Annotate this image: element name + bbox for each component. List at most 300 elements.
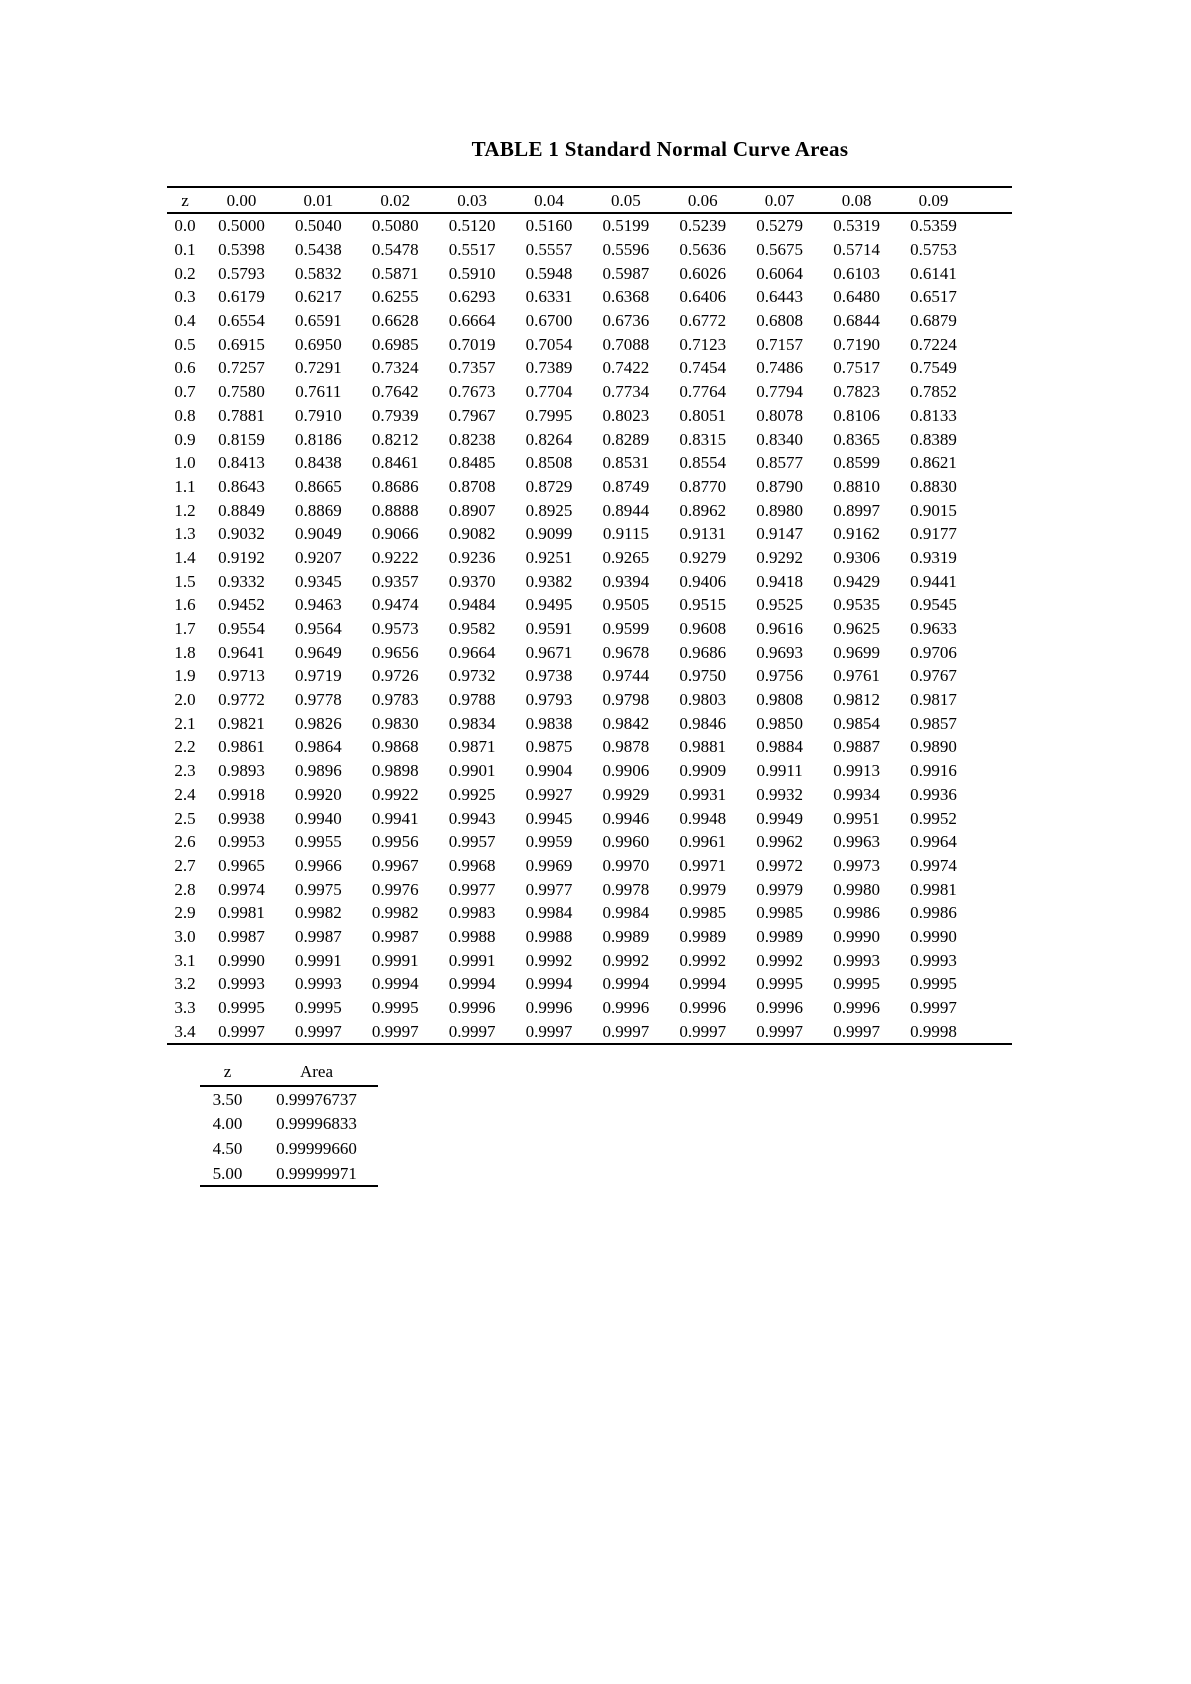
z-value-cell: 1.4 <box>174 547 196 567</box>
area-value-cell: 0.5080 <box>371 216 419 236</box>
area-value-cell: 0.9982 <box>294 903 342 923</box>
area-value-cell: 0.5517 <box>448 240 496 260</box>
area-value-cell: 0.9893 <box>218 761 265 781</box>
area-value-cell: 0.9949 <box>756 808 804 828</box>
area-value-cell: 0.9222 <box>371 547 419 567</box>
area-value-cell: 0.9980 <box>833 879 880 899</box>
area-value-cell: 0.9997 <box>818 1019 895 1044</box>
area-value-cell: 0.9957 <box>448 832 496 852</box>
area-value-cell: 0.9686 <box>679 642 727 662</box>
area-value-cell: 0.9357 <box>371 571 419 591</box>
area-value-cell: 0.9996 <box>525 998 573 1018</box>
z-value-cell: 2.5 <box>174 808 196 828</box>
table-row <box>167 261 1012 285</box>
area-value-cell: 0.9834 <box>448 713 496 733</box>
z-value-cell: 0.4 <box>174 311 196 331</box>
area-value-cell: 0.7549 <box>910 358 957 378</box>
area-value-cell: 0.9452 <box>218 595 265 615</box>
area-value-cell: 0.8925 <box>525 500 573 520</box>
area-value-cell: 0.8643 <box>218 476 265 496</box>
area-value-cell: 0.8078 <box>756 405 804 425</box>
area-value-cell: 0.9649 <box>294 642 342 662</box>
spacer-cell <box>972 332 1012 356</box>
area-value-cell: 0.9985 <box>756 903 804 923</box>
z-value-cell: 1.7 <box>174 619 196 639</box>
area-value-cell: 0.9525 <box>756 595 804 615</box>
area-value-cell: 0.5120 <box>448 216 496 236</box>
area-value-cell: 0.7422 <box>602 358 650 378</box>
area-value-cell: 0.9545 <box>910 595 957 615</box>
area-value-cell: 0.9564 <box>294 619 342 639</box>
z-value-cell: 3.0 <box>174 926 196 946</box>
spacer-cell <box>972 475 1012 499</box>
area-value-cell: 0.9177 <box>910 524 957 544</box>
spacer-cell <box>972 404 1012 428</box>
area-value-cell: 0.9671 <box>525 642 573 662</box>
area-value-cell: 0.9319 <box>910 547 957 567</box>
area-value-cell: 0.6591 <box>294 311 342 331</box>
area-value-cell: 0.9767 <box>910 666 957 686</box>
spacer-cell <box>972 617 1012 641</box>
area-value-cell: 0.7357 <box>448 358 496 378</box>
supplement-area-table <box>200 1058 378 1187</box>
table-row <box>200 1136 378 1161</box>
table-row <box>167 711 1012 735</box>
area-value-cell: 0.8212 <box>371 429 419 449</box>
area-value-cell: 0.8133 <box>910 405 957 425</box>
area-value-cell: 0.8997 <box>833 500 880 520</box>
area-value-cell: 0.8944 <box>602 500 650 520</box>
area-value-cell: 0.9573 <box>371 619 419 639</box>
area-value-cell: 0.9699 <box>833 642 880 662</box>
area-value-cell: 0.9991 <box>371 950 419 970</box>
area-value-cell: 0.9706 <box>910 642 957 662</box>
area-value-cell: 0.9988 <box>525 926 573 946</box>
area-value-cell: 0.9713 <box>218 666 265 686</box>
area-value-cell: 0.9992 <box>756 950 804 970</box>
area-value-cell: 0.8106 <box>833 405 880 425</box>
area-value-cell: 0.6480 <box>833 287 880 307</box>
area-value-cell: 0.9995 <box>756 974 804 994</box>
area-value-cell: 0.9719 <box>294 666 342 686</box>
z-value-cell: 0.7 <box>174 382 196 402</box>
area-value-cell: 0.9582 <box>448 619 496 639</box>
area-value-cell: 0.9994 <box>448 974 496 994</box>
area-value-cell: 0.7517 <box>833 358 880 378</box>
area-value-cell: 0.6064 <box>756 263 804 283</box>
area-value-cell: 0.9147 <box>756 524 804 544</box>
area-value-cell: 0.9986 <box>910 903 957 923</box>
area-value-cell: 0.7190 <box>833 334 880 354</box>
z-value-cell: 3.2 <box>174 974 196 994</box>
area-value-cell: 0.9972 <box>756 855 804 875</box>
area-value-cell: 0.8264 <box>525 429 573 449</box>
table-row <box>167 356 1012 380</box>
area-value-cell: 0.8389 <box>910 429 957 449</box>
z-value-cell: 1.6 <box>174 595 196 615</box>
area-value-cell: 0.8849 <box>218 500 265 520</box>
table-row <box>167 877 1012 901</box>
column-header: 0.06 <box>664 187 741 213</box>
area-value-cell: 0.9750 <box>679 666 727 686</box>
area-value-cell: 0.9850 <box>756 713 804 733</box>
area-value-cell: 0.9966 <box>294 855 342 875</box>
area-value-cell: 0.5557 <box>525 240 573 260</box>
standard-normal-table-header <box>167 187 1012 213</box>
area-value-cell: 0.9535 <box>833 595 880 615</box>
area-value-cell: 0.9955 <box>294 832 342 852</box>
area-value-cell: 0.9987 <box>371 926 419 946</box>
area-value-cell: 0.8599 <box>833 453 880 473</box>
z-value-cell: 2.3 <box>174 761 196 781</box>
area-value-cell: 0.9946 <box>602 808 650 828</box>
area-value-cell: 0.9986 <box>833 903 880 923</box>
z-value-cell: 1.5 <box>174 571 196 591</box>
area-value-cell: 0.6844 <box>833 311 880 331</box>
column-header: 0.04 <box>511 187 588 213</box>
area-value-cell: 0.5199 <box>602 216 650 236</box>
area-value-cell: 0.9656 <box>371 642 419 662</box>
area-value-cell: 0.7611 <box>295 382 342 402</box>
area-value-cell: 0.5279 <box>756 216 804 236</box>
header-row <box>167 187 1012 213</box>
area-value-cell: 0.8340 <box>756 429 804 449</box>
area-value-cell: 0.9474 <box>371 595 419 615</box>
area-value-cell: 0.9987 <box>218 926 265 946</box>
area-value-cell: 0.9993 <box>910 950 957 970</box>
area-value-cell: 0.9761 <box>833 666 880 686</box>
table-row <box>167 498 1012 522</box>
spacer-cell <box>972 783 1012 807</box>
area-value-cell: 0.9948 <box>679 808 727 828</box>
area-value-cell: 0.9975 <box>294 879 342 899</box>
table-row <box>167 925 1012 949</box>
z-value-cell: 0.2 <box>174 263 196 283</box>
spacer-cell <box>972 213 1012 238</box>
area-value-cell: 0.9977 <box>448 879 496 899</box>
z-value-cell: 1.9 <box>174 666 196 686</box>
area-value-cell: 0.9292 <box>756 547 804 567</box>
area-value-cell: 0.9861 <box>218 737 265 757</box>
area-value-cell: 0.6736 <box>602 311 650 331</box>
area-value-cell: 0.9778 <box>294 690 342 710</box>
area-value-cell: 0.9726 <box>371 666 419 686</box>
area-value-cell: 0.9236 <box>448 547 496 567</box>
area-value-cell: 0.9983 <box>448 903 496 923</box>
column-header: z <box>200 1058 255 1086</box>
table-row <box>167 380 1012 404</box>
area-value-cell: 0.9990 <box>910 926 957 946</box>
area-value-cell: 0.6443 <box>756 287 804 307</box>
area-value-cell: 0.9973 <box>833 855 880 875</box>
area-value-cell: 0.5948 <box>525 263 573 283</box>
table-row <box>167 285 1012 309</box>
area-value-cell: 0.9927 <box>525 784 573 804</box>
area-value-cell: 0.9798 <box>602 690 650 710</box>
area-value-cell: 0.5714 <box>833 240 880 260</box>
area-value-cell: 0.9082 <box>448 524 496 544</box>
table-row <box>167 404 1012 428</box>
area-value-cell: 0.99976737 <box>276 1089 357 1109</box>
area-value-cell: 0.9099 <box>525 524 573 544</box>
column-header: 0.02 <box>357 187 434 213</box>
area-value-cell: 0.9981 <box>218 903 265 923</box>
area-value-cell: 0.7454 <box>679 358 727 378</box>
area-value-cell: 0.8790 <box>756 476 804 496</box>
area-value-cell: 0.7704 <box>525 382 573 402</box>
area-value-cell: 0.8888 <box>371 500 419 520</box>
spacer-cell <box>972 546 1012 570</box>
area-value-cell: 0.5040 <box>294 216 342 236</box>
area-value-cell: 0.9808 <box>756 690 804 710</box>
area-value-cell: 0.8554 <box>679 453 727 473</box>
area-value-cell: 0.9554 <box>218 619 265 639</box>
area-value-cell: 0.9875 <box>525 737 573 757</box>
area-value-cell: 0.7881 <box>218 405 265 425</box>
table-row <box>167 332 1012 356</box>
column-header: 0.03 <box>434 187 511 213</box>
area-value-cell: 0.9854 <box>833 713 880 733</box>
area-value-cell: 0.9993 <box>833 950 880 970</box>
area-value-cell: 0.9484 <box>448 595 496 615</box>
area-value-cell: 0.9878 <box>602 737 650 757</box>
area-value-cell: 0.8830 <box>910 476 957 496</box>
area-value-cell: 0.9744 <box>602 666 650 686</box>
area-value-cell: 0.7642 <box>371 382 419 402</box>
spacer-cell <box>972 948 1012 972</box>
area-value-cell: 0.9997 <box>511 1019 588 1044</box>
area-value-cell: 0.5239 <box>679 216 727 236</box>
area-value-cell: 0.7764 <box>679 382 727 402</box>
area-value-cell: 0.9997 <box>741 1019 818 1044</box>
area-value-cell: 0.5478 <box>371 240 419 260</box>
area-value-cell: 0.5160 <box>525 216 573 236</box>
area-value-cell: 0.9982 <box>371 903 419 923</box>
table-row <box>167 213 1012 238</box>
area-value-cell: 0.9909 <box>679 761 727 781</box>
area-value-cell: 0.7939 <box>371 405 419 425</box>
area-value-cell: 0.6026 <box>679 263 727 283</box>
z-value-cell: 3.3 <box>174 998 196 1018</box>
spacer-cell <box>972 688 1012 712</box>
area-value-cell: 0.9994 <box>602 974 650 994</box>
area-value-cell: 0.8315 <box>679 429 727 449</box>
area-value-cell: 0.9981 <box>910 879 957 899</box>
area-value-cell: 0.9996 <box>448 998 496 1018</box>
area-value-cell: 0.8770 <box>679 476 727 496</box>
table-row <box>167 901 1012 925</box>
area-value-cell: 0.6103 <box>833 263 880 283</box>
area-value-cell: 0.9961 <box>679 832 727 852</box>
area-value-cell: 0.9992 <box>602 950 650 970</box>
area-value-cell: 0.7257 <box>218 358 265 378</box>
area-value-cell: 0.7673 <box>448 382 496 402</box>
area-value-cell: 0.8665 <box>294 476 342 496</box>
area-value-cell: 0.9998 <box>895 1019 972 1044</box>
area-value-cell: 0.9633 <box>910 619 957 639</box>
area-value-cell: 0.9978 <box>602 879 650 899</box>
area-value-cell: 0.9066 <box>371 524 419 544</box>
area-value-cell: 0.9678 <box>602 642 650 662</box>
standard-normal-table-body <box>167 213 1012 1044</box>
z-value-cell: 2.1 <box>174 713 196 733</box>
table-row <box>167 830 1012 854</box>
area-value-cell: 0.9664 <box>448 642 496 662</box>
z-value-cell: 0.9 <box>174 429 196 449</box>
area-value-cell: 0.9996 <box>679 998 727 1018</box>
z-value-cell: 2.4 <box>174 784 196 804</box>
area-value-cell: 0.8577 <box>756 453 804 473</box>
area-value-cell: 0.8907 <box>448 500 496 520</box>
header-row <box>200 1058 378 1086</box>
area-value-cell: 0.9979 <box>679 879 727 899</box>
spacer-cell <box>972 735 1012 759</box>
area-value-cell: 0.9994 <box>371 974 419 994</box>
area-value-cell: 0.6772 <box>679 311 727 331</box>
z-value-cell: 1.1 <box>174 476 196 496</box>
table-row <box>167 783 1012 807</box>
area-value-cell: 0.9995 <box>294 998 342 1018</box>
spacer-cell <box>972 427 1012 451</box>
area-value-cell: 0.9625 <box>833 619 880 639</box>
area-value-cell: 0.9429 <box>833 571 880 591</box>
area-value-cell: 0.6255 <box>371 287 419 307</box>
spacer-cell <box>972 187 1012 213</box>
table-row <box>167 972 1012 996</box>
area-value-cell: 0.9951 <box>833 808 880 828</box>
spacer-cell <box>972 309 1012 333</box>
table-row <box>167 309 1012 333</box>
table-row <box>167 427 1012 451</box>
area-value-cell: 0.7291 <box>294 358 342 378</box>
area-value-cell: 0.9192 <box>218 547 265 567</box>
z-value-cell: 4.00 <box>212 1114 243 1134</box>
area-value-cell: 0.9996 <box>756 998 804 1018</box>
area-value-cell: 0.9963 <box>833 832 880 852</box>
area-value-cell: 0.9991 <box>294 950 342 970</box>
area-value-cell: 0.5910 <box>448 263 496 283</box>
z-value-cell: 5.00 <box>200 1161 255 1187</box>
table-row <box>167 1019 1012 1044</box>
spacer-cell <box>972 759 1012 783</box>
area-value-cell: 0.9115 <box>602 524 649 544</box>
z-value-cell: 2.8 <box>174 879 196 899</box>
area-value-cell: 0.99999971 <box>255 1161 378 1187</box>
spacer-cell <box>972 451 1012 475</box>
area-value-cell: 0.7224 <box>910 334 957 354</box>
area-value-cell: 0.9997 <box>280 1019 357 1044</box>
area-value-cell: 0.8438 <box>294 453 342 473</box>
area-value-cell: 0.9906 <box>602 761 650 781</box>
table-row <box>200 1161 378 1187</box>
area-value-cell: 0.7823 <box>833 382 880 402</box>
area-value-cell: 0.9988 <box>448 926 496 946</box>
column-header: 0.08 <box>818 187 895 213</box>
area-value-cell: 0.9332 <box>218 571 265 591</box>
area-value-cell: 0.6406 <box>679 287 727 307</box>
area-value-cell: 0.9495 <box>525 595 573 615</box>
spacer-cell <box>972 285 1012 309</box>
area-value-cell: 0.9370 <box>448 571 496 591</box>
area-value-cell: 0.9997 <box>910 998 957 1018</box>
area-value-cell: 0.7967 <box>448 405 496 425</box>
column-header: 0.09 <box>895 187 972 213</box>
area-value-cell: 0.9830 <box>371 713 419 733</box>
area-value-cell: 0.9846 <box>679 713 727 733</box>
area-value-cell: 0.6368 <box>602 287 650 307</box>
spacer-cell <box>972 972 1012 996</box>
column-header: Area <box>255 1058 378 1086</box>
area-value-cell: 0.9382 <box>525 571 573 591</box>
area-value-cell: 0.6179 <box>218 287 265 307</box>
z-value-cell: 0.6 <box>174 358 196 378</box>
z-value-cell: 2.2 <box>174 737 196 757</box>
area-value-cell: 0.8159 <box>218 429 265 449</box>
area-value-cell: 0.8962 <box>679 500 727 520</box>
area-value-cell: 0.9515 <box>679 595 727 615</box>
area-value-cell: 0.9641 <box>218 642 265 662</box>
z-value-cell: 2.0 <box>174 690 196 710</box>
spacer-cell <box>972 711 1012 735</box>
z-value-cell: 3.1 <box>174 950 196 970</box>
area-value-cell: 0.9821 <box>218 713 265 733</box>
area-value-cell: 0.9394 <box>602 571 650 591</box>
area-value-cell: 0.6628 <box>371 311 419 331</box>
area-value-cell: 0.6517 <box>910 287 957 307</box>
area-value-cell: 0.9996 <box>602 998 650 1018</box>
area-value-cell: 0.9793 <box>525 690 573 710</box>
area-value-cell: 0.9738 <box>525 666 573 686</box>
area-value-cell: 0.6700 <box>525 311 573 331</box>
column-header: 0.05 <box>587 187 664 213</box>
area-value-cell: 0.9995 <box>833 974 880 994</box>
spacer-cell <box>972 498 1012 522</box>
area-value-cell: 0.8729 <box>525 476 573 496</box>
area-value-cell: 0.9871 <box>448 737 496 757</box>
area-value-cell: 0.9997 <box>587 1019 664 1044</box>
area-value-cell: 0.9890 <box>910 737 957 757</box>
area-value-cell: 0.9896 <box>294 761 342 781</box>
area-value-cell: 0.5319 <box>833 216 880 236</box>
area-value-cell: 0.9932 <box>756 784 804 804</box>
area-value-cell: 0.6217 <box>294 287 342 307</box>
area-value-cell: 0.9616 <box>756 619 804 639</box>
area-value-cell: 0.9916 <box>910 761 957 781</box>
area-value-cell: 0.9418 <box>756 571 804 591</box>
area-value-cell: 0.9989 <box>679 926 727 946</box>
area-value-cell: 0.9943 <box>448 808 496 828</box>
area-value-cell: 0.9997 <box>357 1019 434 1044</box>
area-value-cell: 0.9788 <box>448 690 496 710</box>
area-value-cell: 0.5675 <box>756 240 804 260</box>
spacer-cell <box>972 925 1012 949</box>
area-value-cell: 0.8023 <box>602 405 650 425</box>
table-row <box>167 806 1012 830</box>
z-value-cell: 2.7 <box>174 855 196 875</box>
area-value-cell: 0.9996 <box>833 998 880 1018</box>
area-value-cell: 0.9207 <box>294 547 342 567</box>
area-value-cell: 0.9857 <box>910 713 957 733</box>
area-value-cell: 0.9842 <box>602 713 650 733</box>
z-value-cell: 1.8 <box>174 642 196 662</box>
area-value-cell: 0.9901 <box>448 761 496 781</box>
area-value-cell: 0.9279 <box>679 547 727 567</box>
table-row <box>167 735 1012 759</box>
area-value-cell: 0.9887 <box>833 737 880 757</box>
area-value-cell: 0.5987 <box>602 263 650 283</box>
area-value-cell: 0.5000 <box>218 216 265 236</box>
area-value-cell: 0.9976 <box>371 879 419 899</box>
